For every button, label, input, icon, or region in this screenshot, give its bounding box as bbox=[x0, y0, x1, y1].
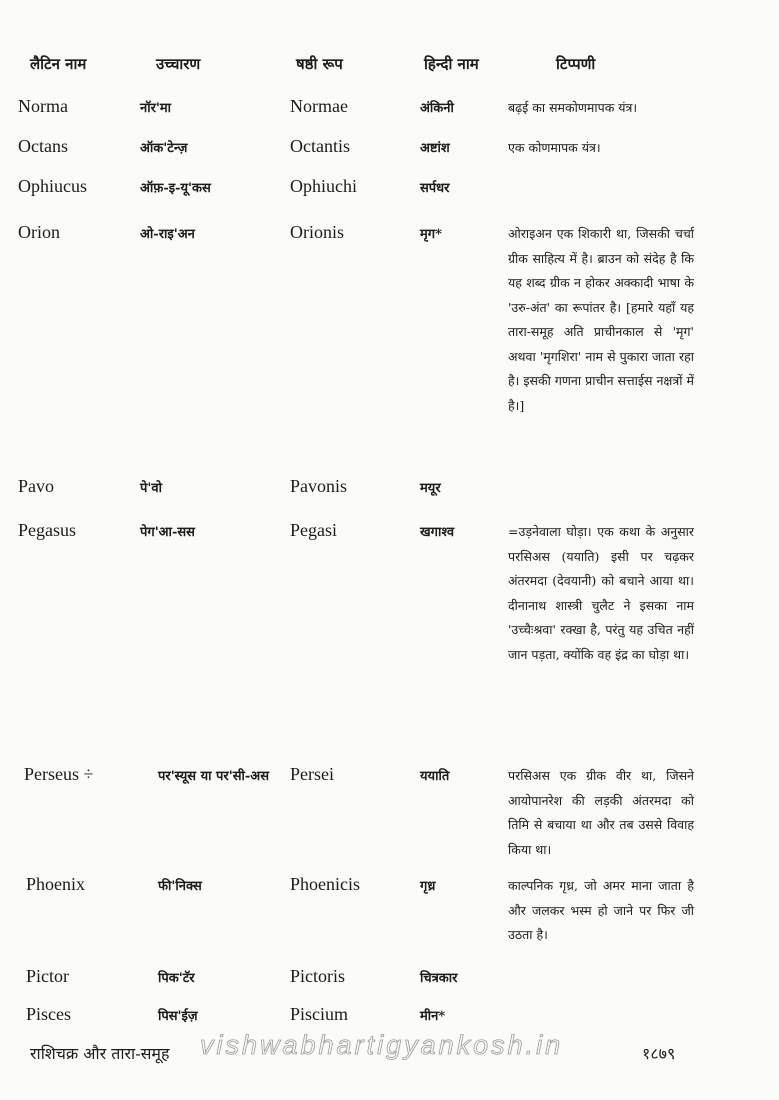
latin-name: Phoenix bbox=[26, 874, 86, 894]
hindi-name: चित्रकार bbox=[420, 971, 458, 986]
genitive-form: Phoenicis bbox=[290, 874, 360, 894]
pronunciation: पेग'आ-सस bbox=[140, 525, 195, 540]
hindi-name: सर्पधर bbox=[420, 181, 450, 196]
header-hindi-name: हिन्दी नाम bbox=[424, 55, 479, 73]
hindi-name: मृग* bbox=[420, 227, 442, 242]
hindi-name: ययाति bbox=[420, 769, 450, 784]
pronunciation: ओ-राइ'अन bbox=[140, 227, 195, 242]
note-text: परसिअस एक ग्रीक वीर था, जिसने आयोपानरेश की लड़की अंतरमदा को तिमि से बचाया था और तब उससे विवाह किया था। bbox=[508, 768, 694, 857]
hindi-name: मीन* bbox=[420, 1009, 446, 1024]
pronunciation: पिक'टॅर bbox=[158, 971, 195, 986]
hindi-name: गृध्र bbox=[420, 879, 436, 894]
genitive-form: Persei bbox=[290, 764, 334, 784]
header-note: टिप्पणी bbox=[556, 55, 596, 73]
header-pronunciation: उच्चारण bbox=[156, 55, 201, 73]
note-text: काल्पनिक गृध्र, जो अमर माना जाता है और जलकर भस्म हो जाने पर फिर जी उठता है। bbox=[508, 878, 694, 942]
genitive-form: Ophiuchi bbox=[290, 176, 357, 196]
latin-name: Perseus ÷ bbox=[24, 764, 94, 784]
latin-name: Orion bbox=[18, 222, 60, 242]
running-footer-title: राशिचक्र और तारा-समूह bbox=[30, 1044, 170, 1063]
genitive-form: Pegasi bbox=[290, 520, 337, 540]
hindi-name: मयूर bbox=[420, 481, 441, 496]
hindi-name: अष्टांश bbox=[420, 141, 450, 156]
note-text: एक कोणमापक यंत्र। bbox=[508, 140, 601, 155]
pronunciation: नॉर'मा bbox=[140, 101, 172, 116]
pronunciation: ऑफ़-इ-यू'कस bbox=[140, 181, 211, 196]
note-text: =उड़नेवाला घोड़ा। एक कथा के अनुसार परसिअस (ययाति) इसी पर चढ़कर अंतरमदा (देवयानी) को बचाने आया था। दीनानाथ शास्त्री चुलैट ने इसका नाम 'उच्चैःश्रवा' रक्खा है, परंतु यह उचित नहीं जान पड़ता, क्योंकि वह इंद्र का घोड़ा था। bbox=[508, 524, 694, 662]
watermark-text: vishwabhartigyankosh.in bbox=[200, 1030, 564, 1060]
genitive-form: Octantis bbox=[290, 136, 350, 156]
latin-name: Pegasus bbox=[18, 520, 76, 540]
genitive-form: Orionis bbox=[290, 222, 344, 242]
pronunciation: फी'निक्स bbox=[158, 879, 202, 894]
page-number: १८७९ bbox=[642, 1044, 676, 1063]
header-genitive: षष्ठी रूप bbox=[296, 55, 343, 73]
latin-name: Ophiucus bbox=[18, 176, 87, 196]
genitive-form: Normae bbox=[290, 96, 348, 116]
hindi-name: अंकिनी bbox=[420, 101, 454, 116]
pronunciation: ऑक'टेन्ज़ bbox=[140, 141, 188, 156]
pronunciation: पर'स्यूस या पर'सी-अस bbox=[158, 769, 269, 784]
note-text: ओराइअन एक शिकारी था, जिसकी चर्चा ग्रीक साहित्य में है। ब्राउन को संदेह है कि यह शब्द ग्रीक न होकर अक्कादी भाषा के 'उरु-अंत' का रूपांतर है। [हमारे यहाँ यह तारा-समूह अति प्राचीनकाल से 'मृग' अथवा 'मृगशिरा' नाम से पुकारा जाता रहा है। इसकी गणना प्राचीन सत्ताईस नक्षत्रों में है।] bbox=[508, 226, 694, 413]
latin-name: Pisces bbox=[26, 1004, 71, 1024]
genitive-form: Piscium bbox=[290, 1004, 349, 1024]
latin-name: Pictor bbox=[26, 966, 69, 986]
pronunciation: पिस'ईज़ bbox=[158, 1009, 198, 1024]
genitive-form: Pictoris bbox=[290, 966, 346, 986]
note-text: बढ़ई का समकोणमापक यंत्र। bbox=[508, 100, 638, 115]
latin-name: Octans bbox=[18, 136, 68, 156]
latin-name: Norma bbox=[18, 96, 68, 116]
latin-name: Pavo bbox=[18, 476, 54, 496]
hindi-name: खगाश्व bbox=[420, 525, 455, 540]
header-latin-name: लैटिन नाम bbox=[30, 55, 87, 73]
genitive-form: Pavonis bbox=[290, 476, 348, 496]
pronunciation: पे'वो bbox=[140, 481, 162, 496]
